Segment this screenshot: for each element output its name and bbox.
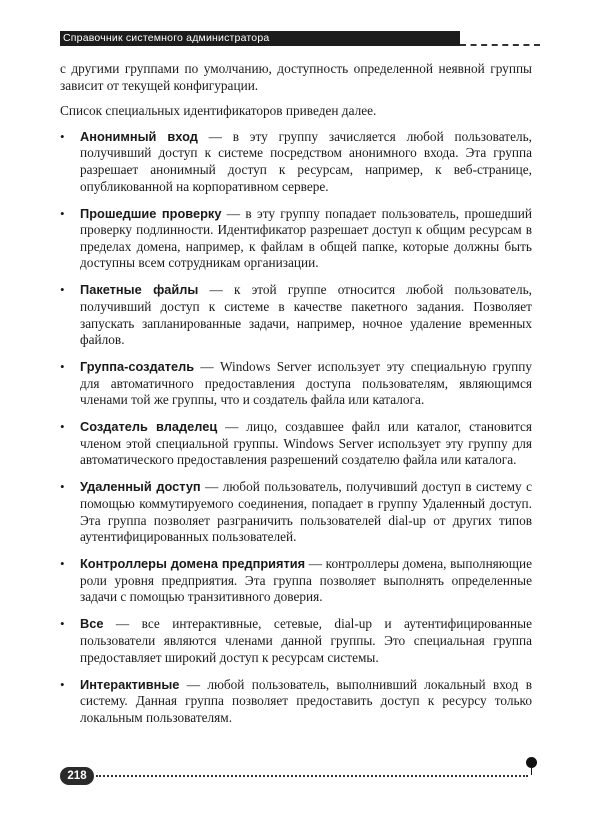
list-item-anonymous-logon: [60, 129, 532, 195]
definition: — любой пользователь, выполнивший локальный вход в систему. Данная группа позволяет предоставить доступ к ресурсу только локальным пользователям.: [80, 676, 532, 725]
term: Анонимный вход: [80, 128, 198, 144]
definition: — Windows Server использует эту специальную группу для автоматичного предоставления доступа пользователям, являющимся членами той же группы, что и создатель файла или каталога.: [80, 359, 532, 408]
definition: — любой пользователь, получивший доступ в систему с помощью коммутируемого соединения, попадает в группу Удаленный доступ. Эта группа позволяет разграничить пользователей dial-up от других типов аутентифицированных пользователей.: [80, 479, 532, 545]
continuation-paragraph: с другими группами по умолчанию, доступность определенной неявной группы зависит от текущей конфигурации.: [60, 61, 532, 93]
list-intro-paragraph: Список специальных идентификаторов приведен далее.: [60, 103, 377, 119]
bullet-icon: •: [60, 128, 65, 144]
term: Контроллеры домена предприятия: [80, 556, 306, 572]
definition: — в эту группу попадает пользователь, прошедший проверку подлинности. Идентификатор разрешает доступ к общим ресурсам в пределах домена, например, к файлам в общей папке, которые должны быть доступны всем сотрудникам организации.: [80, 205, 533, 271]
bullet-icon: •: [60, 359, 65, 375]
term: Все: [80, 616, 104, 632]
page-body: [60, 61, 532, 737]
term: Группа-создатель: [80, 359, 195, 375]
list-item-everyone: [60, 616, 532, 666]
bullet-icon: •: [60, 479, 65, 495]
definition: — к этой группе относится любой пользователь, получивший доступ к системе в качестве пакетного задания. Позволяет запускать запланированные задачи, например, ночное удаление временных файлов.: [80, 282, 532, 348]
list-item-authenticated-users: [60, 206, 532, 272]
list-item-creator-group: [60, 359, 532, 409]
page-number-badge: 218: [60, 767, 94, 785]
term: Удаленный доступ: [80, 479, 201, 495]
running-header: Справочник системного администратора: [60, 31, 460, 46]
bullet-icon: •: [60, 616, 65, 632]
term: Создатель владелец: [80, 419, 218, 435]
list-item-batch: [60, 282, 532, 348]
term: Интерактивные: [80, 676, 180, 692]
term: Пакетные файлы: [80, 282, 199, 298]
list-item-interactive: [60, 677, 532, 727]
footer-dotted-rule: [96, 775, 528, 777]
definition: — в эту группу зачисляется любой пользователь, получивший доступ к системе посредством анонимного входа. Эта группа разрешает анонимный доступ к ресурсам, например, к веб-странице, опубликованной на корпоративном сервере.: [80, 128, 532, 194]
list-item-creator-owner: [60, 419, 532, 469]
list-item-enterprise-dcs: [60, 556, 532, 606]
term: Прошедшие проверку: [80, 205, 222, 221]
header-dashed-rule: [460, 44, 540, 46]
bullet-icon: •: [60, 556, 65, 572]
definition: — контроллеры домена, выполняющие роли уровня предприятия. Эта группа позволяет выполнять определенные задачи с помощью транзитивного доверия.: [80, 556, 532, 605]
list-item-dialup: [60, 479, 532, 545]
bullet-icon: •: [60, 676, 65, 692]
bullet-icon: •: [60, 205, 65, 221]
bullet-icon: •: [60, 282, 65, 298]
definition: — все интерактивные, сетевые, dial-up и аутентифицированные пользователи являются членами данной группы. Это специальная группа предоставляет широкий доступ к ресурсам системы.: [80, 616, 532, 665]
definition: — лицо, создавшее файл или каталог, становится членом этой специальной группы. Windows Server использует эту группу для автоматического предоставления разрешений создателю файла или каталога.: [80, 419, 532, 468]
footer-pin-dot: [526, 757, 537, 768]
bullet-icon: •: [60, 419, 65, 435]
